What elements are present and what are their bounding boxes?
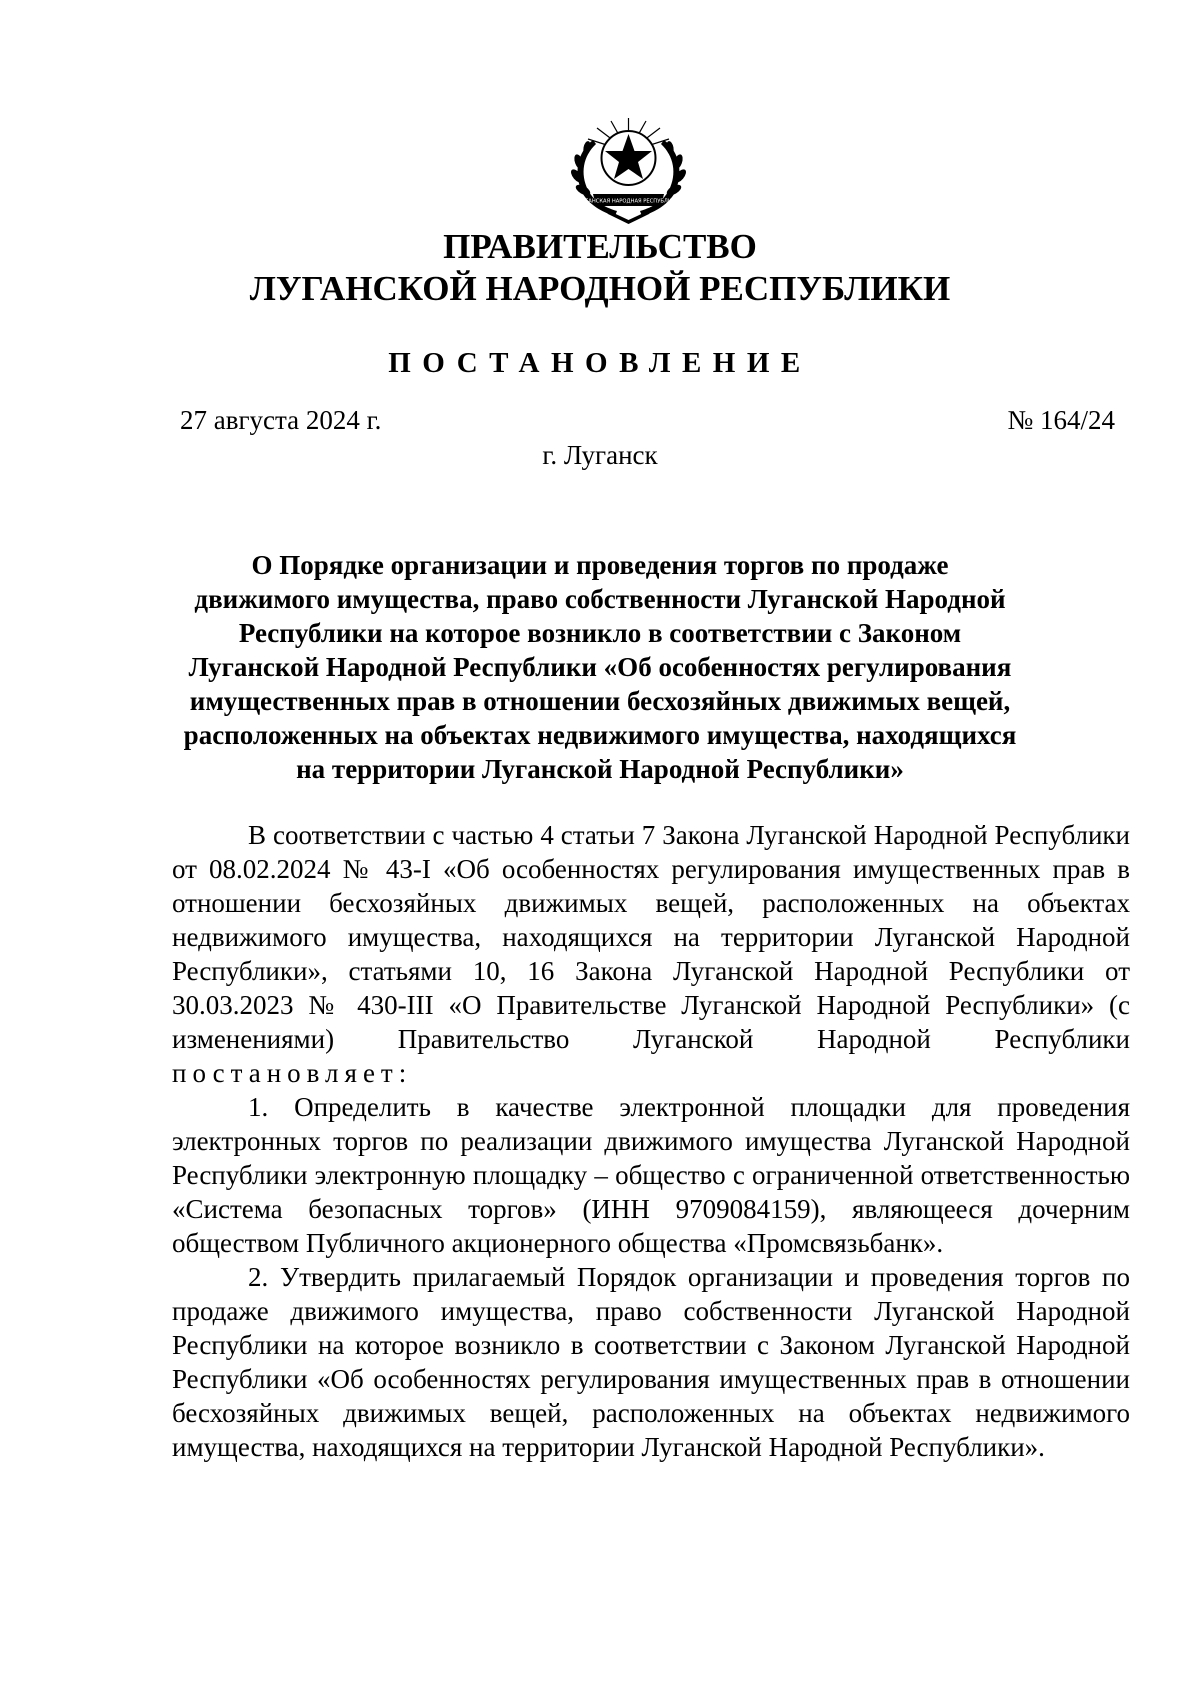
coat-of-arms-icon [563, 112, 694, 224]
document-number: № 164/24 [1007, 405, 1115, 435]
document-city: г. Луганск [542, 440, 658, 470]
document-date: 27 августа 2024 г. [180, 405, 382, 435]
preamble-paragraph [172, 818, 1130, 1090]
subject-line: Луганской Народной Республики «Об особенностях регулирования [188, 652, 1012, 682]
subject-line: имущественных прав в отношении бесхозяйных движимых вещей, [189, 686, 1011, 716]
resolves-word: постановляет: [172, 1058, 413, 1088]
subject-line: расположенных на объектах недвижимого имущества, находящихся [183, 720, 1017, 750]
document-body [172, 818, 1130, 1464]
preamble-text: В соответствии с частью 4 статьи 7 Закона Луганской Народной Республики от 08.02.2024 № 43-I «Об особенностях регулирования имущественных прав в отношении бесхозяйных движимых вещей, расположенных на объектах недвижимого имущества, находящихся на территории Луганской Народной Республики», статьями 10, 16 Закона Луганской Народной Республики от 30.03.2023 № 430-III «О Правительстве Луганской Народной Республики» (с изменениями) Правительство Луганской Народной Республики [172, 820, 1130, 1054]
government-title-line1: ПРАВИТЕЛЬСТВО [443, 227, 757, 266]
item-1-paragraph: 1. Определить в качестве электронной площадки для проведения электронных торгов по реализации движимого имущества Луганской Народной Республики электронную площадку – общество с ограниченной ответственностью «Система безопасных торгов» (ИНН 9709084159), являющееся дочерним обществом Публичного акционерного общества «Промсвязьбанк». [172, 1092, 1130, 1258]
subject-line: движимого имущества, право собственности Луганской Народной [194, 584, 1006, 614]
document-subject [150, 548, 1050, 786]
document-type: ПОСТАНОВЛЕНИЕ [388, 347, 812, 379]
government-title [0, 226, 1200, 310]
government-title-line2: ЛУГАНСКОЙ НАРОДНОЙ РЕСПУБЛИКИ [249, 269, 951, 308]
subject-line: на территории Луганской Народной Республики» [296, 754, 904, 784]
emblem-ribbon-text: ЛУГАНСКАЯ НАРОДНАЯ РЕСПУБЛИКА [578, 198, 679, 205]
subject-line: Республики на которое возникло в соответствии с Законом [238, 618, 962, 648]
subject-line: О Порядке организации и проведения торгов по продаже [251, 550, 949, 580]
item-2-paragraph: 2. Утвердить прилагаемый Порядок организации и проведения торгов по продаже движимого имущества, право собственности Луганской Народной Республики на которое возникло в соответствии с Законом Луганской Народной Республики «Об особенностях регулирования имущественных прав в отношении бесхозяйных движимых вещей, расположенных на объектах недвижимого имущества, находящихся на территории Луганской Народной Республики». [172, 1262, 1130, 1462]
